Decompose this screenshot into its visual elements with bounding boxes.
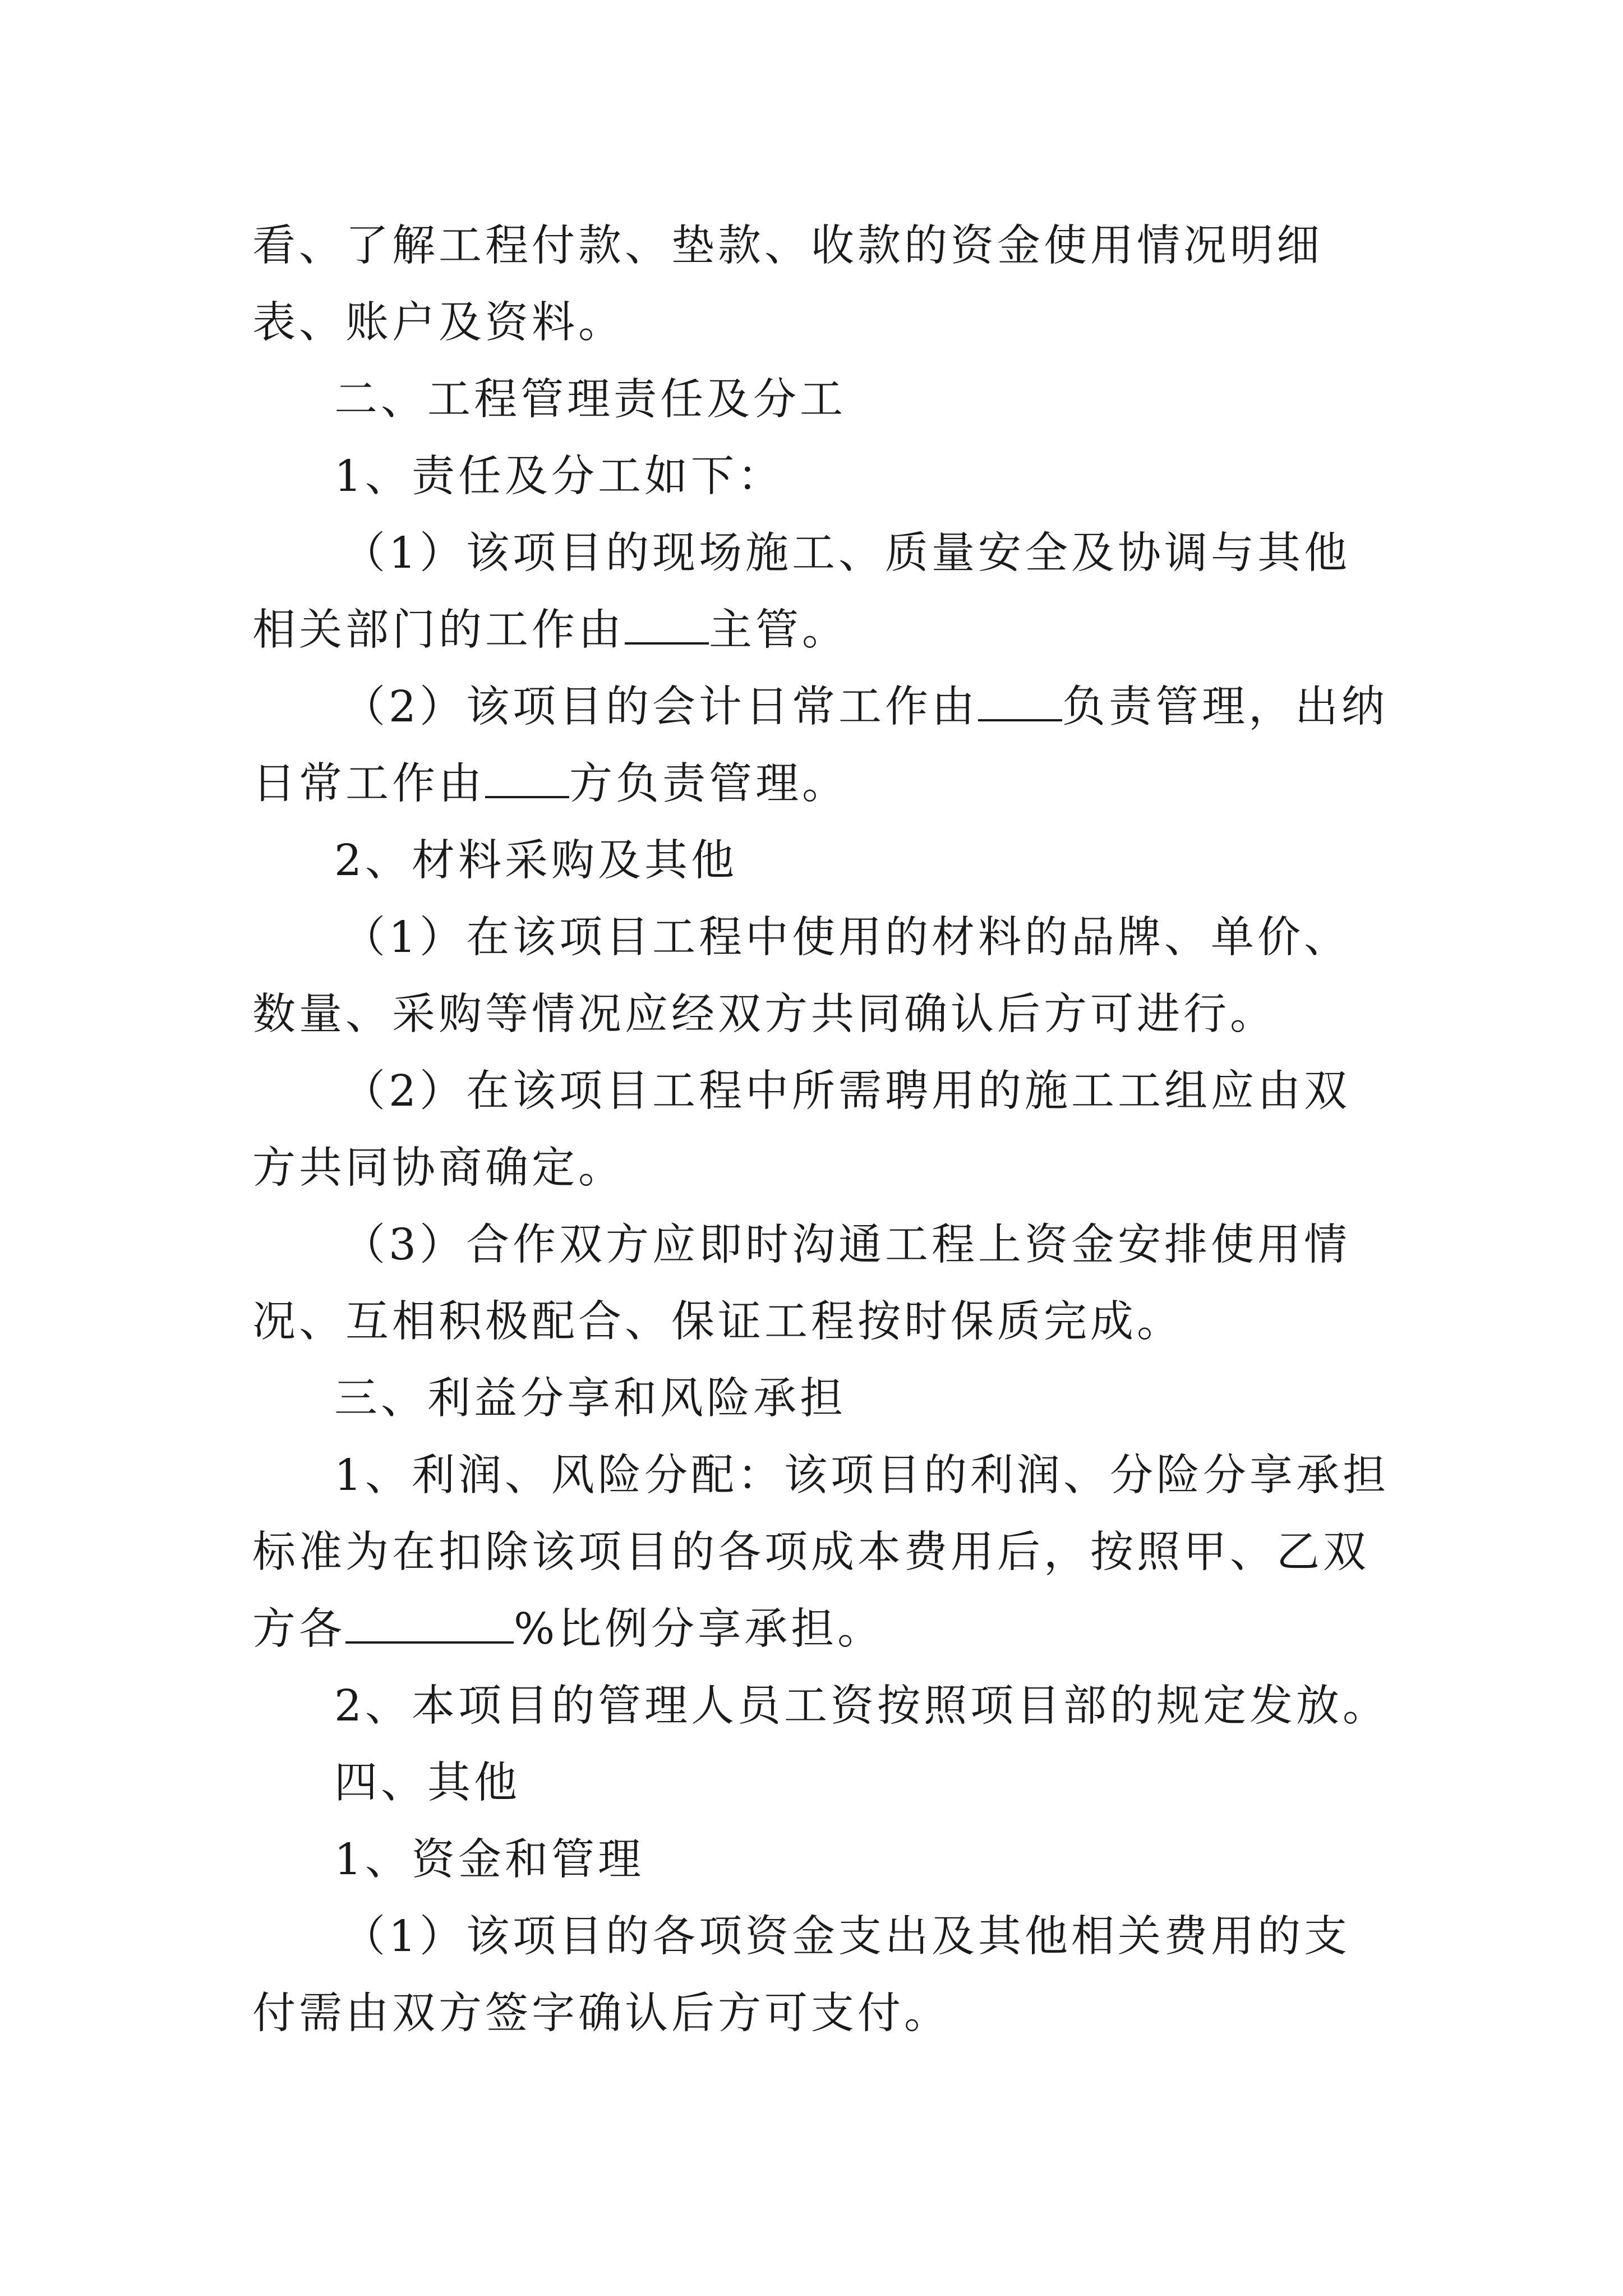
section-heading-3: 三、利益分享和风险承担	[334, 1374, 846, 1424]
fill-in-blank	[485, 757, 569, 798]
paragraph-fund-review: 看、了解工程付款、垫款、收款的资金使用情况明细表、账户及资料。	[252, 221, 1323, 348]
clause-text: （1）该项目的现场施工、质量安全及协调与其他相关部门的工作由	[252, 528, 1350, 655]
subsection-funds: 1、资金和管理	[334, 1835, 644, 1885]
clause-communication: （3）合作双方应即时沟通工程上资金安排使用情况、互相积极配合、保证工程按时保质完成。	[252, 1220, 1350, 1347]
clause-site-management	[252, 515, 1396, 669]
document-body	[252, 208, 1396, 2052]
fill-in-blank	[625, 604, 709, 645]
clause-text: （2）该项目的会计日常工作由	[342, 682, 978, 732]
section-heading-4: 四、其他	[334, 1758, 520, 1808]
clause-salary: 2、本项目的管理人员工资按照项目部的规定发放。	[334, 1681, 1389, 1731]
subsection-materials: 2、材料采购及其他	[334, 836, 737, 886]
clause-text: 负责管理，出纳日常工作由	[252, 682, 1388, 809]
section-heading-2: 二、工程管理责任及分工	[334, 375, 846, 425]
clause-text: 方负责管理。	[569, 759, 849, 809]
clause-profit-risk	[252, 1437, 1396, 1668]
clause-text: 主管。	[709, 605, 849, 655]
clause-text: 1、利润、风险分配：该项目的利润、分险分享承担标准为在扣除该项目的各项成本费用后，按照甲、乙双方各	[252, 1451, 1389, 1654]
clause-text: %比例分享承担。	[514, 1604, 884, 1654]
clause-accounting	[252, 669, 1396, 822]
clause-payment-approval: （1）该项目的各项资金支出及其他相关费用的支付需由双方签字确认后方可支付。	[252, 1912, 1350, 2039]
clause-material-purchase: （1）在该项目工程中使用的材料的品牌、单价、数量、采购等情况应经双方共同确认后方可进行。	[252, 913, 1350, 1039]
fill-in-blank	[345, 1603, 514, 1644]
clause-work-crew: （2）在该项目工程中所需聘用的施工工组应由双方共同协商确定。	[252, 1066, 1350, 1193]
fill-in-blank	[978, 680, 1062, 721]
subsection-responsibility: 1、责任及分工如下：	[334, 452, 784, 501]
